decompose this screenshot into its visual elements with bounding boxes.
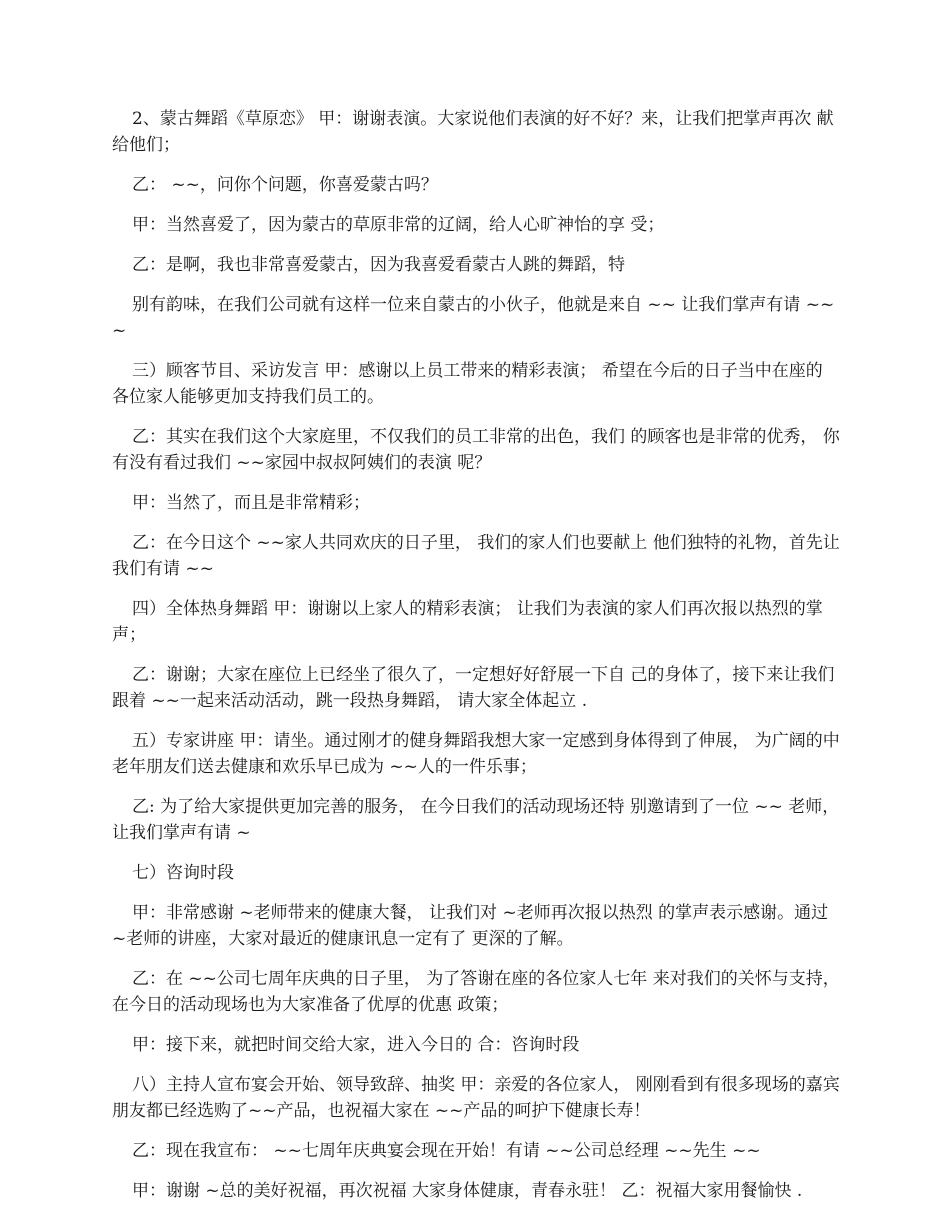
- paragraph: 乙：谢谢；大家在座位上已经坐了很久了，一定想好好舒展一下自 己的身体了，接下来让我们跟着 ~~一起来活动活动，跳一段热身舞蹈， 请大家全体起立 .: [112, 665, 835, 711]
- paragraph: 八）主持人宣布宴会开始、领导致辞、抽奖 甲：亲爱的各位家人， 刚刚看到有很多现场的嘉宾朋友都已经选购了~~产品，也祝福大家在 ~~产品的呵护下健康长寿！: [112, 1075, 840, 1121]
- document-page: [112, 106, 840, 1218]
- paragraph: 甲：当然喜爱了，因为蒙古的草原非常的辽阔，给人心旷神怡的享 受；: [132, 215, 665, 235]
- paragraph: 乙：现在我宣布： ~~七周年庆典宴会现在开始！有请 ~~公司总经理 ~~先生 ~~: [132, 1141, 761, 1161]
- paragraph: 2、蒙古舞蹈《草原恋》 甲：谢谢表演。大家说他们表演的好不好？来，让我们把掌声再次 献给他们；: [112, 109, 834, 155]
- paragraph: 四）全体热身舞蹈 甲：谢谢以上家人的精彩表演； 让我们为表演的家人们再次报以热烈的掌声；: [112, 599, 823, 645]
- paragraph: 乙：在 ~~公司七周年庆典的日子里， 为了答谢在座的各位家人七年 来对我们的关怀与支持， 在今日的活动现场也为大家准备了优厚的优惠 政策；: [112, 969, 840, 1015]
- paragraph: 三）顾客节目、采访发言 甲：感谢以上员工带来的精彩表演； 希望在今后的日子当中在座的 各位家人能够更加支持我们员工的。: [112, 361, 823, 407]
- paragraph: 别有韵味，在我们公司就有这样一位来自蒙古的小伙子，他就是来自 ~~ 让我们掌声有请 ~~~: [112, 295, 835, 341]
- paragraph: 甲：当然了，而且是非常精彩；: [132, 493, 370, 513]
- paragraph: 乙：是啊，我也非常喜爱蒙古，因为我喜爱看蒙古人跳的舞蹈，特: [132, 255, 625, 275]
- paragraph: 乙：在今日这个 ~~家人共同欢庆的日子里， 我们的家人们也要献上 他们独特的礼物，首先让我们有请 ~~: [112, 533, 840, 579]
- paragraph: 乙: 为了给大家提供更加完善的服务， 在今日我们的活动现场还特 别邀请到了一位 ~~ 老师，让我们掌声有请 ~: [112, 797, 840, 843]
- paragraph: 七）咨询时段: [132, 863, 234, 883]
- paragraph: 五）专家讲座 甲：请坐。通过刚才的健身舞蹈我想大家一定感到身体得到了伸展， 为广阔的中老年朋友们送去健康和欢乐早已成为 ~~人的一件乐事；: [112, 731, 840, 777]
- paragraph: 甲：非常感谢 ~老师带来的健康大餐， 让我们对 ~老师再次报以热烈 的掌声表示感谢。通过 ~老师的讲座，大家对最近的健康讯息一定有了 更深的了解。: [112, 903, 829, 949]
- paragraph: 甲：接下来，就把时间交给大家，进入今日的 合：咨询时段: [132, 1035, 580, 1055]
- paragraph: 乙： ~~，问你个问题，你喜爱蒙古吗？: [132, 175, 438, 195]
- paragraph: 甲：谢谢 ~总的美好祝福，再次祝福 大家身体健康，青春永驻！ 乙：祝福大家用餐愉快 .: [132, 1181, 803, 1201]
- paragraph: 乙：其实在我们这个大家庭里，不仅我们的员工非常的出色，我们 的顾客也是非常的优秀， 你有没有看过我们 ~~家园中叔叔阿姨们的表演 呢？: [112, 427, 840, 473]
